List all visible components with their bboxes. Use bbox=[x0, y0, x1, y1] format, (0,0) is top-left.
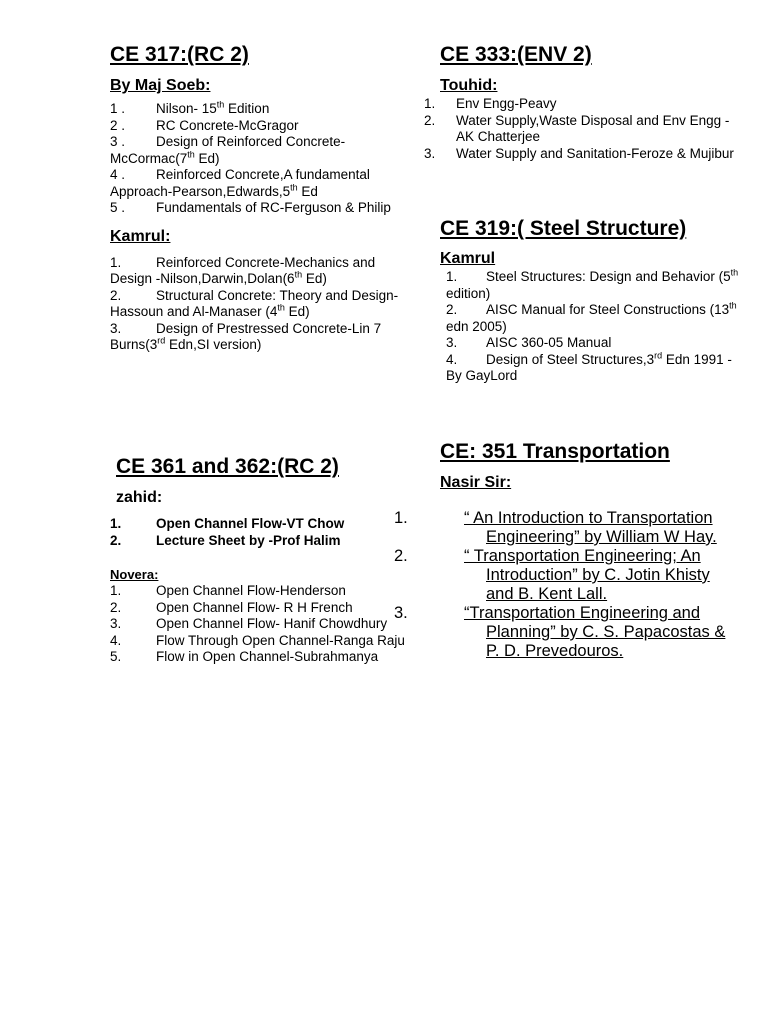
list-item: 1. Open Channel Flow-VT Chow bbox=[110, 516, 345, 531]
list-item: 1. Open Channel Flow-Henderson bbox=[110, 583, 346, 598]
ce361-title: CE 361 and 362:(RC 2) bbox=[116, 455, 339, 478]
ce361-section bbox=[116, 454, 416, 508]
steel-book-list bbox=[440, 269, 740, 385]
touhid-book-list bbox=[424, 96, 740, 162]
list-item: 3. Design of Prestressed Concrete-Lin 7 Burns(3rd Edn,SI version) bbox=[110, 320, 382, 352]
kamrul-heading: Kamrul: bbox=[110, 227, 171, 245]
list-item: 2. Open Channel Flow- R H French bbox=[110, 599, 353, 615]
touhid-heading: Touhid: bbox=[440, 77, 498, 94]
nasir-heading: Nasir Sir: bbox=[440, 474, 512, 491]
list-item: 2. “ Transportation Engineering; An Introduction” by C. Jotin Khisty and B. Kent Lall. bbox=[394, 547, 710, 603]
list-item: 1. Steel Structures: Design and Behavior (5th edition) bbox=[446, 267, 739, 301]
ce333-section bbox=[424, 42, 740, 162]
zahid-heading: zahid: bbox=[116, 489, 163, 506]
soeb-heading: By Maj Soeb: bbox=[110, 77, 211, 94]
novera-heading: Novera: bbox=[110, 567, 159, 582]
kamrul-steel-heading: Kamrul bbox=[440, 250, 496, 267]
list-item: 5 . Fundamentals of RC-Ferguson & Philip bbox=[110, 200, 391, 215]
list-item: 5. Flow in Open Channel-Subrahmanya bbox=[110, 649, 379, 664]
list-item: 3. “Transportation Engineering and Planning” by C. S. Papacostas & P. D. Prevedouros. bbox=[394, 604, 726, 660]
list-item: 1. Reinforced Concrete-Mechanics and Design -Nilson,Darwin,Dolan(6th Ed) bbox=[110, 254, 376, 286]
list-item: 3. AISC 360-05 Manual bbox=[446, 335, 612, 350]
list-item: 2. Structural Concrete: Theory and Design- Hassoun and Al-Manaser (4th Ed) bbox=[110, 287, 399, 319]
list-item: 3. Open Channel Flow- Hanif Chowdhury bbox=[110, 616, 388, 631]
list-item: 1 . Nilson- 15th Edition bbox=[110, 99, 270, 116]
list-item: 4 . Reinforced Concrete,A fundamental Approach-Pearson,Edwards,5th Ed bbox=[110, 167, 370, 199]
ce319-section bbox=[440, 216, 740, 385]
list-item: 3 . Design of Reinforced Concrete-McCormac(7th Ed) bbox=[110, 134, 346, 166]
ce317-section bbox=[110, 42, 410, 354]
ce317-title: CE 317:(RC 2) bbox=[110, 43, 249, 66]
novera-book-list bbox=[110, 583, 410, 666]
ce333-title: CE 333:(ENV 2) bbox=[440, 43, 592, 66]
ce319-title: CE 319:( Steel Structure) bbox=[440, 217, 687, 240]
ce361-lists bbox=[110, 516, 410, 666]
transport-book-list bbox=[394, 509, 740, 661]
kamrul-book-list bbox=[110, 255, 410, 354]
list-item: 4. Design of Steel Structures,3rd Edn 1991 -By GayLord bbox=[446, 350, 732, 383]
ce351-title: CE: 351 Transportation bbox=[440, 440, 670, 463]
zahid-book-list bbox=[110, 516, 410, 549]
list-item: 2. AISC Manual for Steel Constructions (13th edn 2005) bbox=[446, 300, 737, 334]
list-item: 2. Lecture Sheet by -Prof Halim bbox=[110, 532, 341, 548]
list-item: 3. Water Supply and Sanitation-Feroze & Mujibur bbox=[424, 145, 734, 161]
list-item: 1. Env Engg-Peavy bbox=[424, 96, 557, 111]
list-item: 2. Water Supply,Waste Disposal and Env Engg -AK Chatterjee bbox=[424, 112, 730, 144]
ce351-section bbox=[394, 439, 740, 661]
list-item: 2 . RC Concrete-McGragor bbox=[110, 117, 299, 133]
list-item: 1. “ An Introduction to Transportation Engineering” by William W Hay. bbox=[394, 509, 717, 546]
list-item: 4. Flow Through Open Channel-Ranga Raju bbox=[110, 632, 405, 648]
soeb-book-list bbox=[110, 101, 410, 217]
